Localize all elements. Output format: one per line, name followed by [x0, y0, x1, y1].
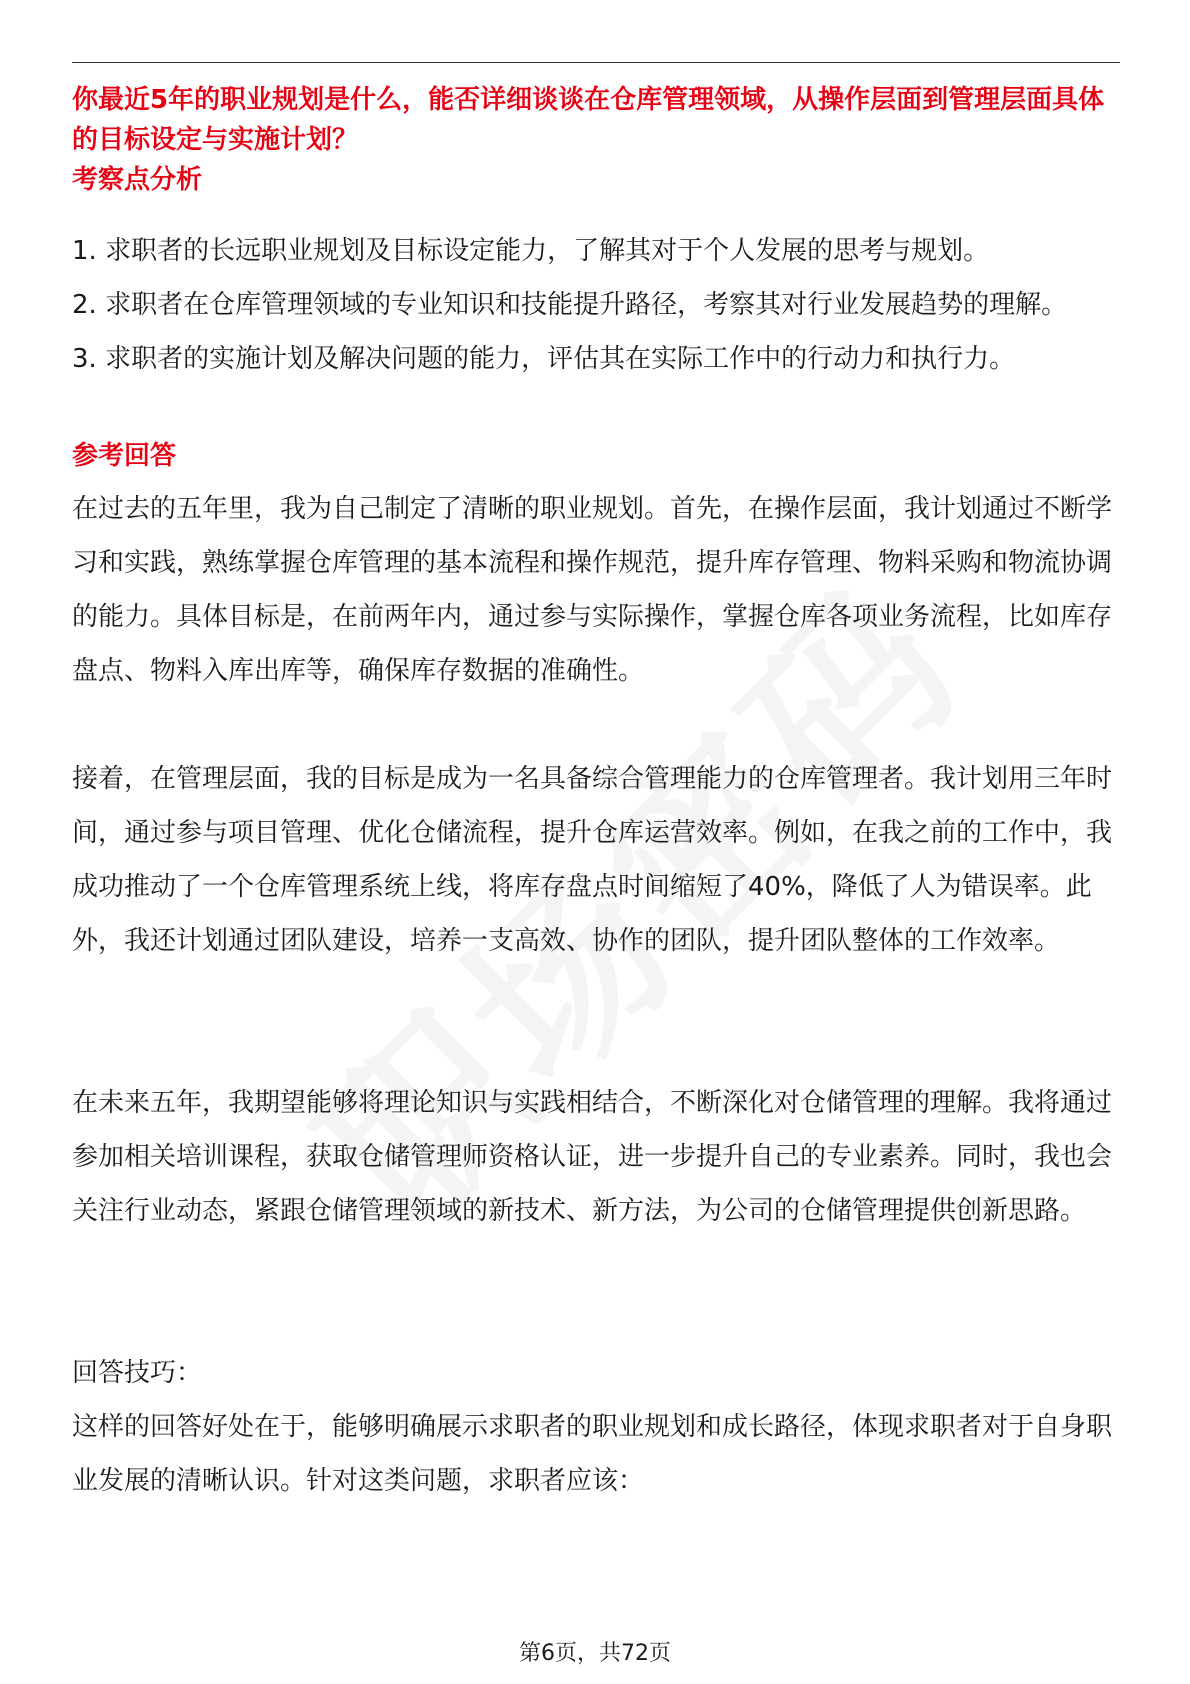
header-divider [72, 62, 1120, 63]
tips-heading: 回答技巧： [72, 1358, 203, 1388]
question-title: 你最近5年的职业规划是什么，能否详细谈谈在仓库管理领域，从操作层面到管理层面具体的目标设定与实施计划？ [72, 85, 1105, 155]
answer-paragraph-2: 接着，在管理层面，我的目标是成为一名具备综合管理能力的仓库管理者。我计划用三年时间，通过参与项目管理、优化仓储流程，提升仓库运营效率。例如，在我之前的工作中，我成功推动了一个仓库管理系统上线，将库存盘点时间缩短了40%，降低了人为错误率。此外，我还计划通过团队建设，培养一支高效、协作的团队，提升团队整体的工作效率。 [72, 764, 1113, 956]
analysis-item-1: 1. 求职者的长远职业规划及目标设定能力，了解其对于个人发展的思考与规划。 [72, 236, 990, 266]
answer-paragraph-3: 在未来五年，我期望能够将理论知识与实践相结合，不断深化对仓储管理的理解。我将通过参加相关培训课程，获取仓储管理师资格认证，进一步提升自己的专业素养。同时，我也会关注行业动态，紧跟仓储管理领域的新技术、新方法，为公司的仓储管理提供创新思路。 [72, 1088, 1113, 1226]
analysis-item-3: 3. 求职者的实施计划及解决问题的能力，评估其在实际工作中的行动力和执行力。 [72, 344, 1016, 374]
page-number-footer: 第6页，共72页 [519, 1641, 671, 1666]
analysis-heading: 考察点分析 [72, 165, 203, 195]
tips-text: 这样的回答好处在于，能够明确展示求职者的职业规划和成长路径，体现求职者对于自身职业发展的清晰认识。针对这类问题，求职者应该： [72, 1412, 1113, 1496]
answer-heading: 参考回答 [72, 441, 177, 471]
analysis-list [72, 224, 1122, 386]
answer-paragraph-1: 在过去的五年里，我为自己制定了清晰的职业规划。首先，在操作层面，我计划通过不断学习和实践，熟练掌握仓库管理的基本流程和操作规范，提升库存管理、物料采购和物流协调的能力。具体目标是，在前两年内，通过参与实际操作，掌握仓库各项业务流程，比如库存盘点、物料入库出库等，确保库存数据的准确性。 [72, 494, 1113, 686]
analysis-item-2: 2. 求职者在仓库管理领域的专业知识和技能提升路径，考察其对行业发展趋势的理解。 [72, 290, 1068, 320]
